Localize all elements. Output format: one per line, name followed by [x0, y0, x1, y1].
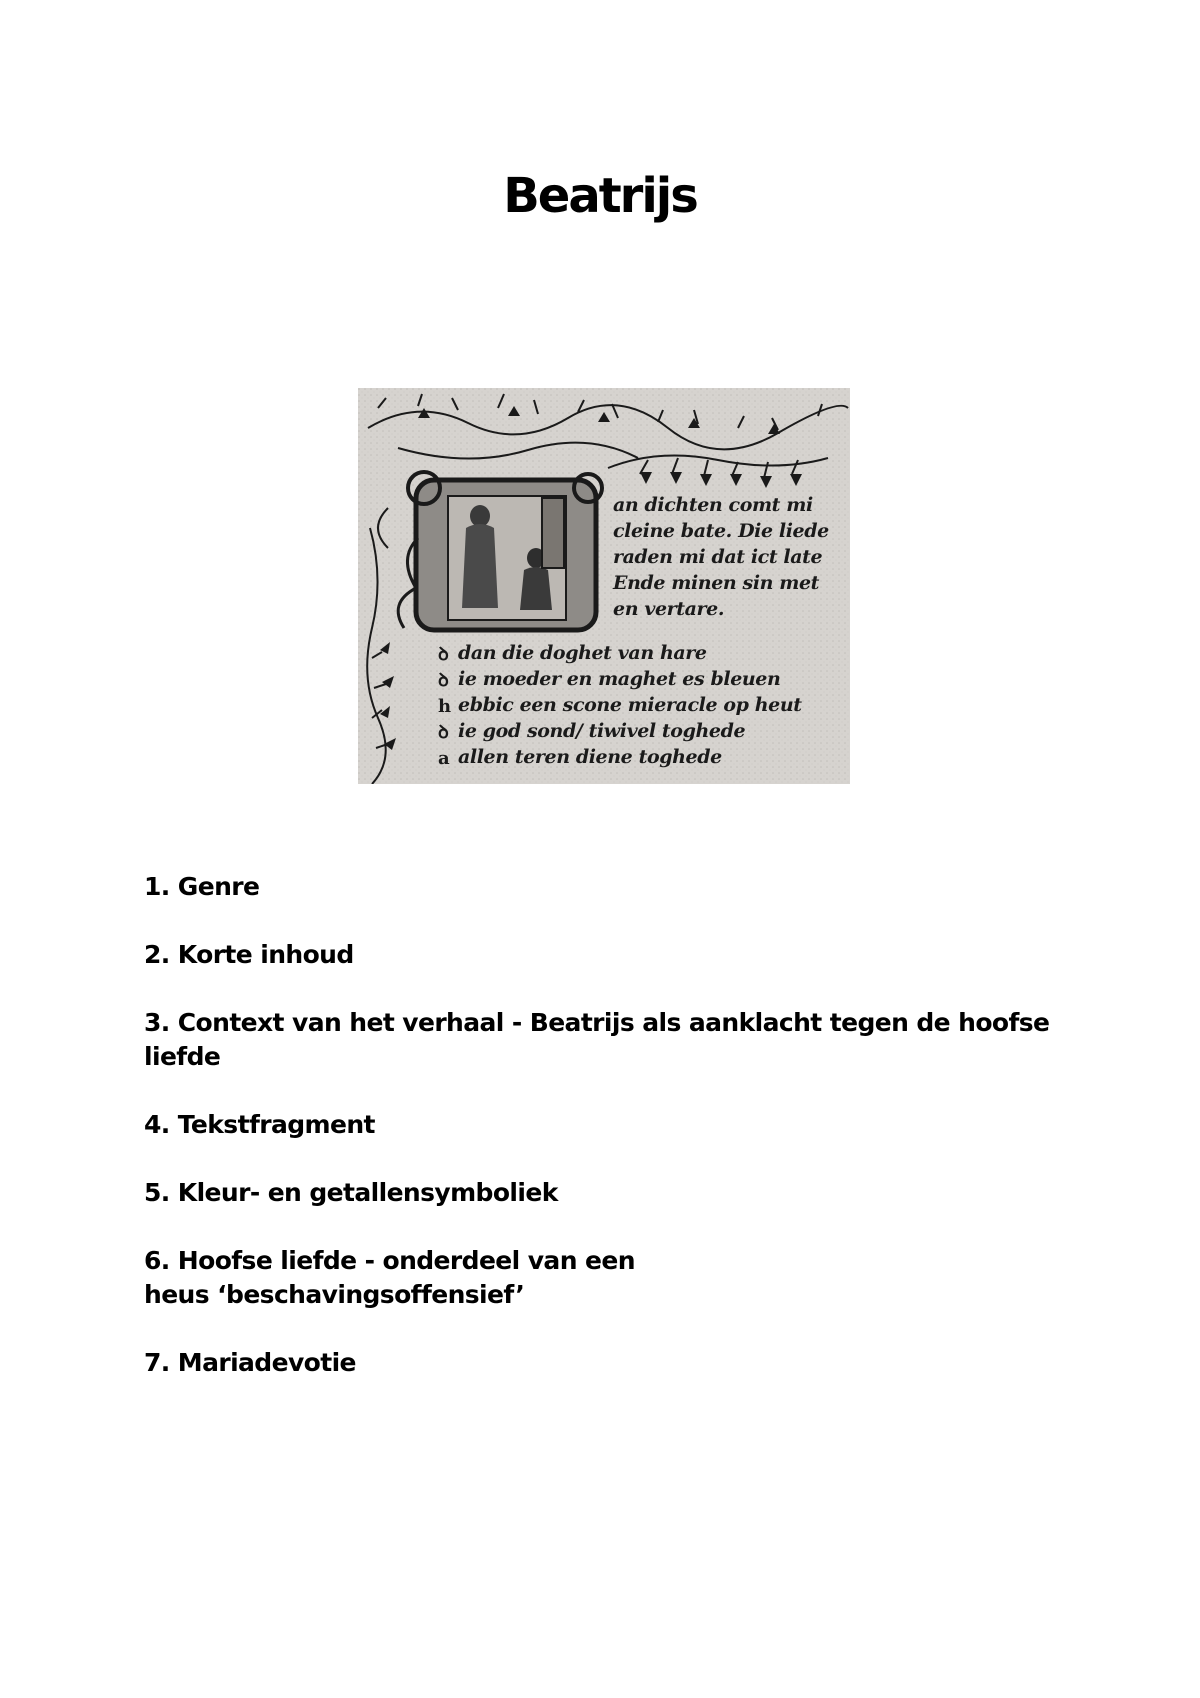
contents-list [144, 870, 1104, 1414]
svg-text:h: h [438, 696, 452, 717]
manuscript-line: an dichten comt mi [613, 494, 813, 516]
manuscript-line: raden mi dat ict late [613, 546, 823, 568]
svg-text:a: a [438, 748, 450, 769]
svg-text:ꝺ: ꝺ [438, 644, 449, 665]
manuscript-line: dan die doghet van hare [458, 642, 707, 664]
contents-item-context: 3. Context van het verhaal - Beatrijs als aanklacht tegen de hoofse liefde [144, 1008, 1050, 1071]
manuscript-illustration [358, 388, 850, 784]
manuscript-line: ie god sond/ tiwivel toghede [458, 720, 746, 742]
manuscript-line: ebbic een scone mieracle op heut [458, 694, 802, 716]
svg-text:ꝺ: ꝺ [438, 670, 449, 691]
contents-item-genre: 1. Genre [144, 872, 260, 901]
contents-item-mariadevotie: 7. Mariadevotie [144, 1348, 356, 1377]
contents-item-korte-inhoud: 2. Korte inhoud [144, 940, 354, 969]
contents-item-hoofse-liefde: 6. Hoofse liefde - onderdeel van een heus ‘beschavingsoffensief’ [144, 1246, 635, 1309]
page-title: Beatrijs [503, 168, 697, 224]
manuscript-line: allen teren diene toghede [458, 746, 722, 768]
contents-item-symboliek: 5. Kleur- en getallensymboliek [144, 1178, 558, 1207]
svg-text:ꝺ: ꝺ [438, 722, 449, 743]
manuscript-line: cleine bate. Die liede [613, 520, 829, 542]
illuminated-initial [398, 472, 602, 630]
manuscript-line: ie moeder en maghet es bleuen [458, 668, 781, 690]
contents-item-tekstfragment: 4. Tekstfragment [144, 1110, 375, 1139]
manuscript-line: Ende minen sin met [613, 572, 820, 594]
manuscript-line: en vertare. [613, 598, 725, 620]
